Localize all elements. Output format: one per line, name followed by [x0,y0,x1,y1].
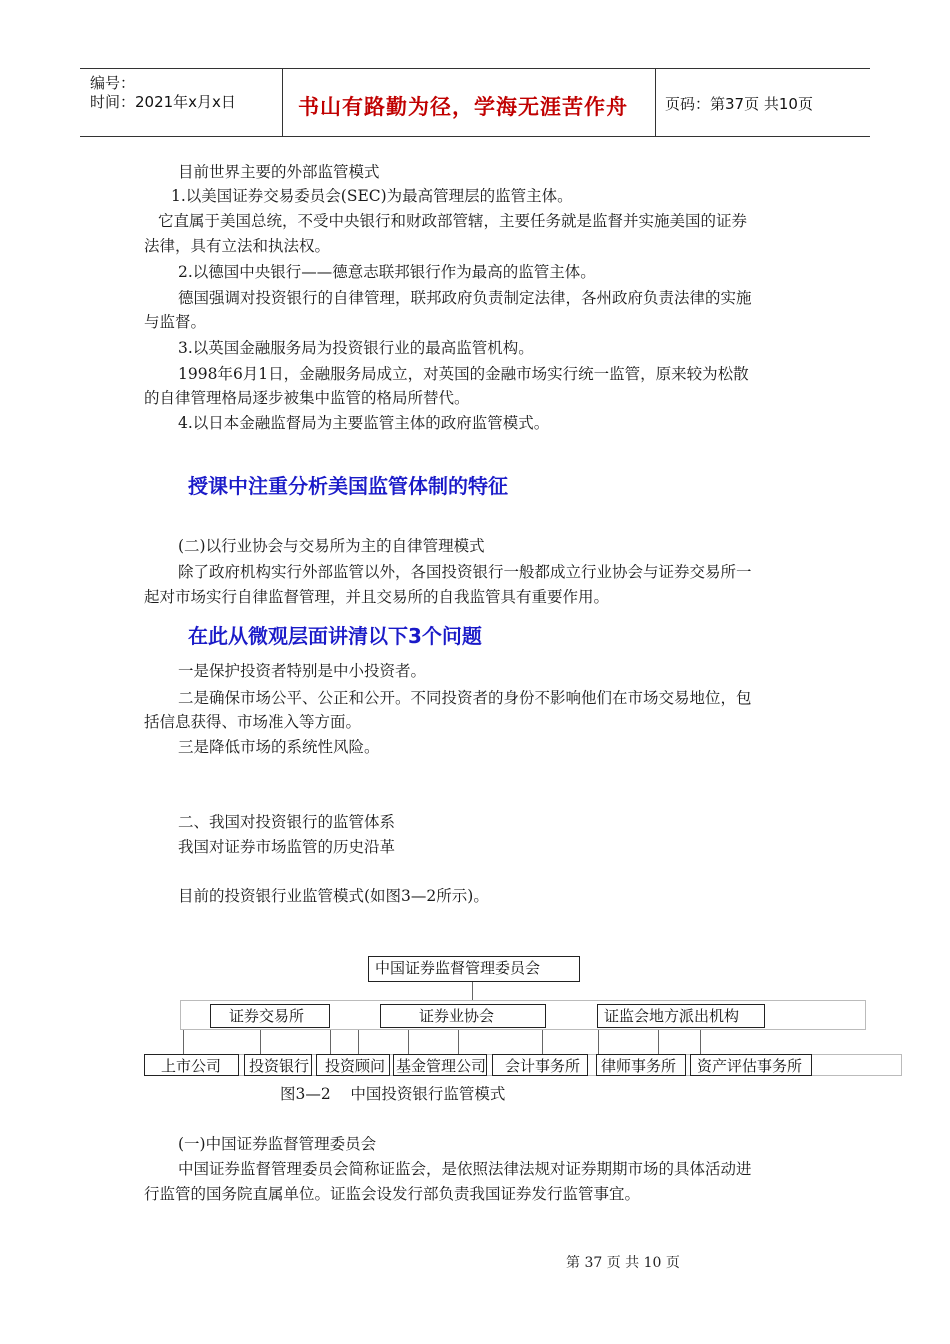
paragraph: (二)以行业协会与交易所为主的自律管理模式 [178,537,485,555]
paragraph: 与监督。 [144,313,207,331]
paragraph: 1998年6月1日，金融服务局成立，对英国的金融市场实行统一监管，原来较为松散 [178,365,749,383]
paragraph: 除了政府机构实行外部监管以外，各国投资银行一般都成立行业协会与证券交易所一 [178,563,752,581]
org-connector [183,1030,184,1054]
org-connector [598,1030,599,1054]
org-connector [542,1030,543,1054]
paragraph: 目前的投资银行业监管模式(如图3—2所示)。 [178,887,489,905]
paragraph: 行监管的国务院直属单位。证监会设发行部负责我国证券发行监管事宜。 [144,1185,641,1203]
paragraph: 3.以英国金融服务局为投资银行业的最高监管机构。 [178,339,534,357]
header-bottom-border [80,136,870,137]
org-node-fund-manager: 基金管理公司 [393,1054,487,1076]
document-time-label: 时间：2021年x月x日 [90,93,236,111]
section-heading: 在此从微观层面讲清以下3个问题 [188,624,482,648]
paragraph: 中国证券监督管理委员会简称证监会，是依照法律法规对证券期期市场的具体活动进 [178,1160,752,1178]
org-node-exchange: 证券交易所 [210,1004,330,1028]
org-connector [658,1030,659,1054]
org-node-association: 证券业协会 [380,1004,546,1028]
paragraph: 4.以日本金融监督局为主要监管主体的政府监管模式。 [178,414,550,432]
header-divider-right [655,68,656,136]
org-connector [330,1030,331,1054]
org-connector [700,1030,701,1054]
org-root-box: 中国证券监督管理委员会 [368,956,580,982]
org-node-investment-bank: 投资银行 [244,1054,312,1076]
paragraph: 三是降低市场的系统性风险。 [178,738,380,756]
header-divider-left [282,68,283,136]
org-connector [458,1030,459,1054]
org-node-law-firm: 律师事务所 [596,1054,686,1076]
paragraph: 二、我国对投资银行的监管体系 [178,813,396,831]
paragraph: 法律，具有立法和执法权。 [144,237,331,255]
document-number-label: 编号： [90,74,136,92]
paragraph: 目前世界主要的外部监管模式 [178,163,380,181]
paragraph: 1.以美国证券交易委员会(SEC)为最高管理层的监管主体。 [171,187,573,205]
figure-caption: 图3—2 中国投资银行监管模式 [280,1085,506,1103]
org-node-accounting-firm: 会计事务所 [492,1054,588,1076]
org-connector [408,1030,409,1054]
paragraph: 的自律管理格局逐步被集中监管的格局所替代。 [144,389,470,407]
paragraph: 起对市场实行自律监督管理，并且交易所的自我监管具有重要作用。 [144,588,610,606]
paragraph: 它直属于美国总统，不受中央银行和财政部管辖，主要任务就是监督并实施美国的证券 [158,212,748,230]
org-node-local-office: 证监会地方派出机构 [597,1004,765,1028]
org-node-investment-advisor: 投资顾问 [316,1054,390,1076]
paragraph: 一是保护投资者特别是中小投资者。 [178,662,427,680]
paragraph: 括信息获得、市场准入等方面。 [144,713,362,731]
section-heading: 授课中注重分析美国监管体制的特征 [188,474,508,498]
org-node-asset-appraisal: 资产评估事务所 [690,1054,812,1076]
org-connector [472,982,473,1000]
paragraph: 我国对证券市场监管的历史沿革 [178,838,396,856]
org-node-listed-company: 上市公司 [144,1054,239,1076]
header-motto: 书山有路勤为径，学海无涯苦作舟 [298,95,628,119]
header-page-label: 页码：第37页 共10页 [665,95,813,113]
page-footer: 第 37 页 共 10 页 [566,1255,680,1271]
paragraph: 德国强调对投资银行的自律管理，联邦政府负责制定法律，各州政府负责法律的实施 [178,289,752,307]
paragraph: (一)中国证券监督管理委员会 [178,1135,377,1153]
header-top-border [80,68,870,69]
paragraph: 2.以德国中央银行——德意志联邦银行作为最高的监管主体。 [178,263,596,281]
org-connector [358,1030,359,1054]
org-connector [260,1030,261,1054]
paragraph: 二是确保市场公平、公正和公开。不同投资者的身份不影响他们在市场交易地位，包 [178,689,752,707]
